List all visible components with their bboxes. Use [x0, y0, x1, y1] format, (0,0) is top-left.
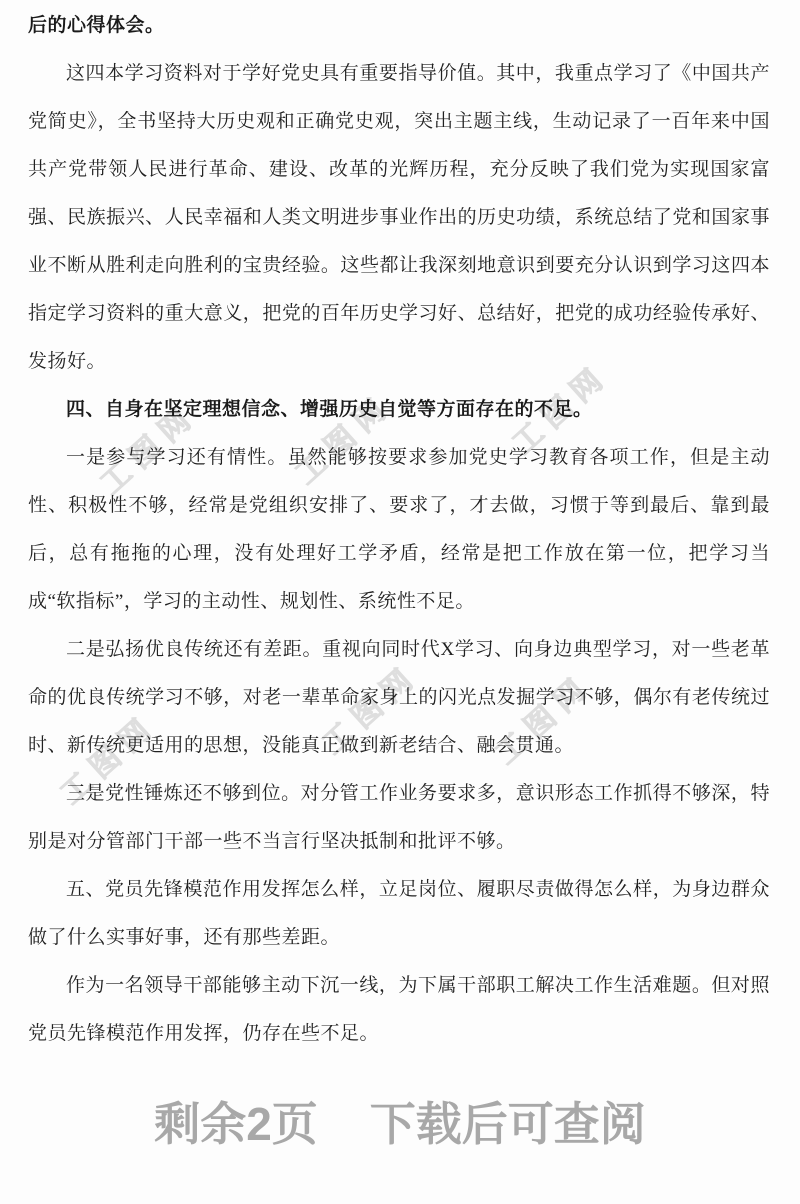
paragraph-2: 这四本学习资料对于学好党史具有重要指导价值。其中，我重点学习了《中国共产党简史》，全书坚持大历史观和正确党史观，突出主题主线，生动记录了一百年来中国共产党带领人民进行革命、建设、改革的光辉历程，充分反映了我们党为实现国家富强、民族振兴、人民幸福和人类文明进步事业作出的历史功绩，系统总结了党和国家事业不断从胜利走向胜利的宝贵经验。这些都让我深刻地意识到要充分认识到学习这四本指定学习资料的重大意义，把党的百年历史学习好、总结好，把党的成功经验传承好、发扬好。	[28, 63, 770, 372]
site-watermark: 工图网	[54, 708, 164, 812]
paragraph-4: 一是参与学习还有情性。虽然能够按要求参加党史学习教育各项工作，但是主动性、积极性不够，经常是党组织安排了、要求了，才去做，习惯于等到最后、靠到最后，总有拖拖的心理，没有处理好工学矛盾，经常是把工作放在第一位，把学习当成“软指标”，学习的主动性、规划性、系统性不足。	[28, 447, 770, 612]
site-watermark: 工图网	[94, 398, 204, 502]
paragraph-8: 作为一名领导干部能够主动下沉一线，为下属干部职工解决工作生活难题。但对照党员先锋模范作用发挥，仍存在些不足。	[28, 975, 770, 1044]
paragraph-6: 三是党性锤炼还不够到位。对分管工作业务要求多，意识形态工作抓得不够深，特别是对分管部门干部一些不当言行坚决抵制和批评不够。	[28, 783, 770, 852]
paragraph-5: 二是弘扬优良传统还有差距。重视向同时代X学习、向身边典型学习，对一些老革命的优良传统学习不够，对老一辈革命家身上的闪光点发掘学习不够，偶尔有老传统过时、新传统更适用的思想，没能真正做到新老结合、融会贯通。	[28, 639, 770, 756]
paragraph-7: 五、党员先锋模范作用发挥怎么样，立足岗位、履职尽责做得怎么样，为身边群众做了什么实事好事，还有那些差距。	[28, 879, 770, 948]
preview-footer	[0, 1098, 800, 1150]
site-watermark: 工图网	[506, 358, 616, 462]
site-watermark: 工图网	[489, 668, 599, 772]
paragraph-3: 四、自身在坚定理想信念、增强历史自觉等方面存在的不足。	[66, 399, 593, 420]
site-watermark: 工图网	[316, 658, 426, 762]
pages-remaining-label: 剩余2页	[154, 1098, 318, 1150]
download-to-view-label: 下载后可查阅	[369, 1098, 646, 1150]
document-body	[28, 2, 770, 1058]
site-watermark: 工图网	[289, 388, 399, 492]
paragraph-1: 后的心得体会。	[28, 15, 165, 36]
